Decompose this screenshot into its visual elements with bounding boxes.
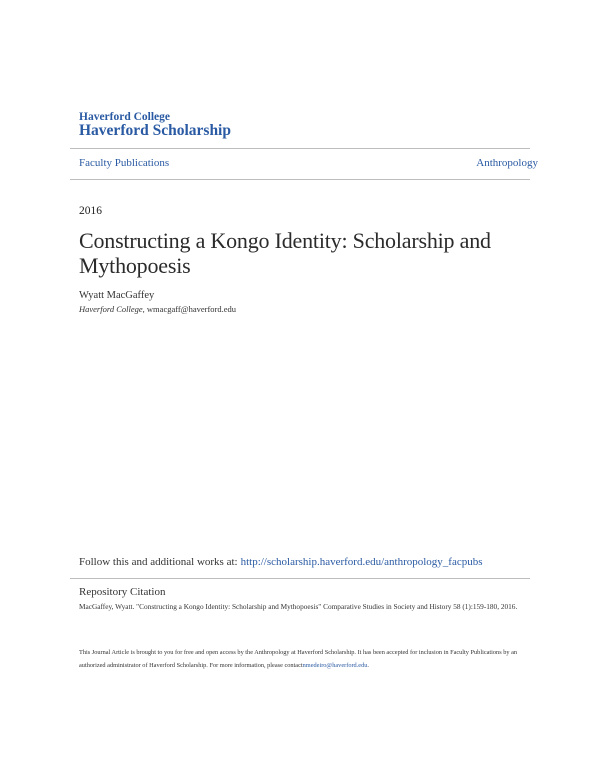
access-notice-text: This Journal Article is brought to you for free and open access by the Anthropology at Haverford Scholarship. It has been accepted for inclusion in Faculty Publications by an authorized administrator of Haverford Scholarship. For more information, please contact [79, 649, 518, 669]
affiliation-institution: Haverford College [79, 304, 143, 314]
repository-citation-heading: Repository Citation [79, 586, 166, 598]
author-name: Wyatt MacGaffey [79, 290, 155, 301]
affiliation-email: , wmacgaff@haverford.edu [142, 304, 237, 314]
article-title: Constructing a Kongo Identity: Scholarship and Mythopoesis [79, 228, 491, 278]
institution-large-link[interactable]: Haverford Scholarship [79, 122, 231, 139]
institution-small-link[interactable]: Haverford College [79, 111, 171, 123]
faculty-publications-link[interactable]: Faculty Publications [79, 157, 170, 169]
collection-url-link[interactable]: http://scholarship.haverford.edu/anthropology_facpubs [240, 556, 483, 568]
follow-label: Follow this and additional works at: [79, 556, 238, 568]
access-notice-end: . [367, 661, 369, 669]
author-affiliation [79, 304, 236, 314]
top-rule [70, 148, 530, 149]
access-notice [79, 647, 529, 672]
contact-email-link[interactable]: nmedeiro@haverford.edu [302, 661, 368, 669]
nav-bottom-rule [70, 179, 530, 180]
follow-line [79, 556, 483, 568]
follow-rule [70, 578, 530, 579]
repository-citation-text: MacGaffey, Wyatt. "Constructing a Kongo Identity: Scholarship and Mythopoesis" Comparative Studies in Society and History 58 (1):159-180, 2016. [79, 602, 518, 611]
anthropology-link[interactable]: Anthropology [476, 157, 538, 169]
publication-year: 2016 [79, 205, 102, 217]
